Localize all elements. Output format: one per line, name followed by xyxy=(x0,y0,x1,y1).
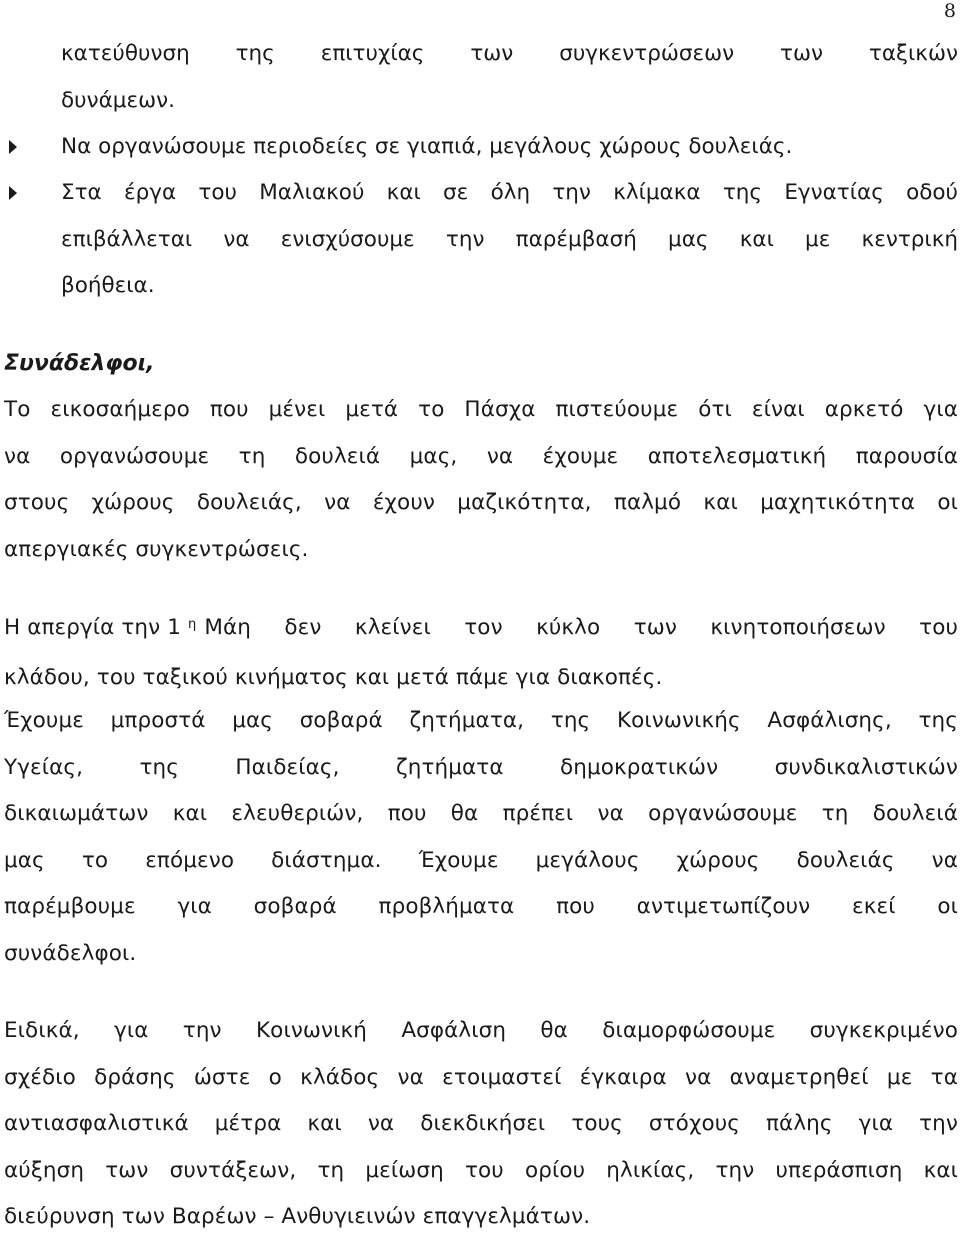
paragraph-line: να οργανώσουμε τη δουλειά μας, να έχουμε αποτελεσματική παρουσία xyxy=(4,443,958,469)
paragraph-line: Το εικοσαήμερο που μένει μετά το Πάσχα πιστεύουμε ότι είναι αρκετό για xyxy=(4,397,958,422)
paragraph-line: στους χώρους δουλειάς, να έχουν μαζικότητα, παλμό και μαχητικότητα οι xyxy=(4,490,958,515)
paragraph-line: σχέδιο δράσης ώστε ο κλάδος να ετοιμαστεί έγκαιρα να αναμετρηθεί με τα xyxy=(4,1064,958,1090)
bullet-line-1: Στα έργα του Μαλιακού και σε όλη την κλίμακα της Εγνατίας οδού xyxy=(61,180,958,205)
continuation-line-1: κατεύθυνση της επιτυχίας των συγκεντρώσεων των ταξικών xyxy=(61,41,958,66)
paragraph-line: παρέμβουμε για σοβαρά προβλήματα που αντιμετωπίζουν εκεί οι xyxy=(4,894,958,919)
paragraph-line xyxy=(4,605,958,655)
bullet-line-3: βοήθεια. xyxy=(61,273,155,298)
bullet-text: Να οργανώσουμε περιοδείες σε γιαπιά, μεγάλους χώρους δουλειάς. xyxy=(61,134,793,159)
right-triangle-bullet-icon xyxy=(9,186,17,200)
paragraph-line-start xyxy=(4,605,204,655)
page-number: 8 xyxy=(943,0,956,22)
paragraph-line-prefix: Η απεργία την 1 xyxy=(4,615,181,640)
section-heading: Συνάδελφοι, xyxy=(4,351,155,376)
paragraph xyxy=(4,605,958,701)
paragraph-line: απεργιακές συγκεντρώσεις. xyxy=(4,536,309,562)
paragraph-line: αύξηση των συντάξεων, τη μείωση του ορίου ηλικίας, την υπεράσπιση και xyxy=(4,1157,958,1183)
right-triangle-bullet-icon xyxy=(9,140,17,154)
paragraph-line: μας το επόμενο διάστημα. Έχουμε μεγάλους χώρους δουλειάς να xyxy=(4,847,958,873)
bullet-text xyxy=(61,170,958,310)
paragraph-line: Έχουμε μπροστά μας σοβαρά ζητήματα, της Κοινωνικής Ασφάλισης, της xyxy=(4,708,958,733)
paragraph-line: συνάδελφοι. xyxy=(4,940,137,966)
paragraph-line-suffix: Μάη δεν κλείνει τον κύκλο των κινητοποιήσεων του xyxy=(204,615,958,640)
bullet-line-2: επιβάλλεται να ενισχύσουμε την παρέμβασή μας και με κεντρική xyxy=(61,226,958,252)
paragraph xyxy=(4,1008,958,1241)
paragraph-line: δικαιωμάτων και ελευθεριών, που θα πρέπει να οργανώσουμε τη δουλειά xyxy=(4,801,958,826)
paragraph xyxy=(4,698,958,977)
ordinal-superscript: η xyxy=(188,617,197,632)
continuation-line-2: δυνάμεων. xyxy=(61,87,175,113)
paragraph-line: αντιασφαλιστικά μέτρα και να διεκδικήσει τους στόχους πάλης για την xyxy=(4,1111,958,1136)
paragraph-line: Υγείας, της Παιδείας, ζητήματα δημοκρατικών συνδικαλιστικών xyxy=(4,754,958,780)
paragraph xyxy=(4,387,958,573)
paragraph-line: κλάδου, του ταξικού κινήματος και μετά πάμε για διακοπές. xyxy=(4,664,663,690)
paragraph-line: διεύρυνση των Βαρέων – Ανθυγιεινών επαγγελμάτων. xyxy=(4,1204,591,1229)
paragraph-line: Ειδικά, για την Κοινωνική Ασφάλιση θα διαμορφώσουμε συγκεκριμένο xyxy=(4,1018,958,1043)
continuation-paragraph xyxy=(61,31,958,124)
